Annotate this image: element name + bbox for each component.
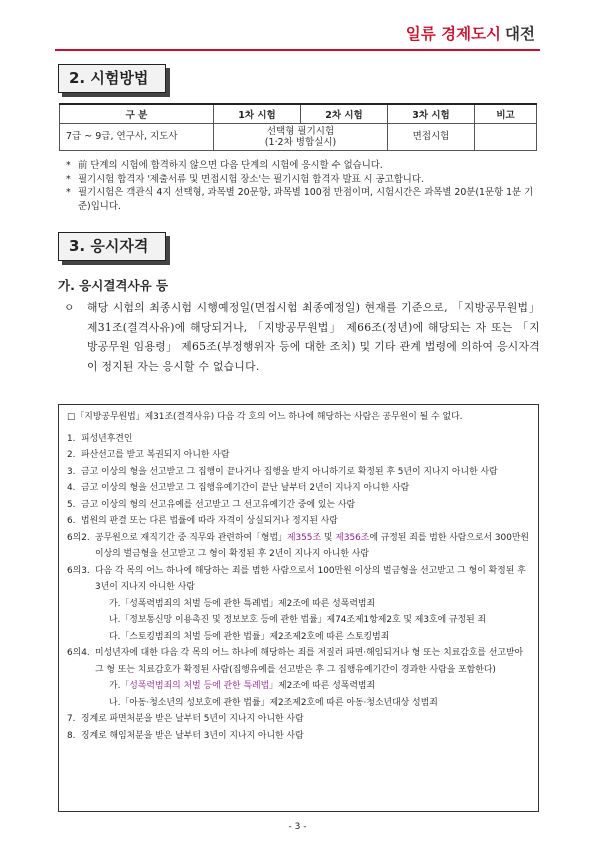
paragraph-text: 해당 시험의 최종시험 시행예정일(면접시험 최종예정일) 현재를 기준으로, 「지방공무원법」 제31조(결격사유)에 해당되거나, 「지방공무원법」 제66조(정년)에 해당되는 자 또는 「지방공무원 임용령」 제65조(부정행위자 등에 대한 조치) 및 기타 관계 법령에 의하여 응시자격이 정지된 자는 응시할 수 없습니다. — [87, 301, 540, 373]
exam-notes — [66, 159, 538, 213]
sub-item: 나.「아동·청소년의 성보호에 관한 법률」제2조제2호에 따른 아동·청소년대상 성범죄 — [109, 697, 438, 708]
subheading-disqualification: 가. 응시결격사유 등 — [58, 278, 169, 293]
list-item-6-3: 6의3. 다음 각 목의 어느 하나에 해당하는 죄를 범한 사람으로서 100만원 이상의 벌금형을 선고받고 그 형이 확정된 후 3년이 지나지 아니한 사람 — [67, 565, 526, 592]
law-ref-356: 제356조 — [335, 532, 370, 543]
section-title-eligibility: 3. 응시자격 — [58, 232, 166, 261]
header-first: 1차 시험 — [214, 104, 301, 123]
sub-item: 나.「정보통신망 이용촉진 및 정보보호 등에 관한 법률」제74조제1항제2호 및 제3호에 규정된 죄 — [109, 615, 487, 625]
table-row — [60, 123, 537, 150]
header-category: 구 분 — [60, 104, 214, 123]
list-item-6-2: 6의2. 공무원으로 재직기간 중 직무와 관련하여「형법」제355조 및 제356조에 규정된 죄를 범한 사람으로서 300만원 이상의 벌금형을 선고받고 그 형이 확정된 후 2년이 지나지 아니한 사람 — [67, 532, 529, 559]
note-item: * 필기시험 합격자 '제출서류 및 면접시험 장소'는 필기시험 합격자 발표 시 공고합니다. — [66, 173, 424, 185]
list-item-6-4: 6의4. 미성년자에 대한 다음 각 목의 어느 하나에 해당하는 죄를 저질러 파면·해임되거나 형 또는 치료감호를 선고받아 그 형 또는 치료감호가 확정된 사람(집행유예를 선고받은 후 그 집행유예기간이 경과한 사람을 포함한다) — [67, 648, 524, 675]
cell-written-exam — [214, 123, 388, 150]
cell-remark — [475, 123, 537, 150]
law-ref-sexual-crime-act: 「성폭력범죄의 처벌 등에 관한 특례법」 — [120, 681, 279, 691]
note-item: * 필기시험은 객관식 4지 선택형, 과목별 20문항, 과목별 100점 만점이며, 시험시간은 과목별 20분(1문항 1분 기준)입니다. — [66, 187, 534, 212]
header-third: 3차 시험 — [388, 104, 475, 123]
list-item: 4. 금고 이상의 형을 선고받고 그 집행유예기간이 끝난 날부터 2년이 지나지 아니한 사람 — [67, 483, 410, 493]
law-ref-355: 제355조 — [286, 532, 322, 543]
exam-table — [59, 103, 537, 151]
section-title-exam-method: 2. 시험방법 — [58, 64, 166, 93]
written-line1: 선택형 필기시험 — [266, 125, 335, 137]
list-item: 8. 징계로 해임처분을 받은 날부터 3년이 지나지 아니한 사람 — [67, 730, 304, 741]
law-excerpt-box — [58, 404, 539, 812]
written-line2: (1·2차 병합실시) — [264, 136, 337, 148]
list-item: 2. 파산선고를 받고 복권되지 아니한 사람 — [67, 450, 230, 460]
sub-item: 다.「스토킹범죄의 처벌 등에 관한 법률」제2조제2호에 따른 스토킹범죄 — [109, 631, 390, 642]
header-rule — [55, 49, 540, 51]
sub-item: 가.「성폭력범죄의 처벌 등에 관한 특례법」제2조에 따른 성폭력범죄 — [109, 598, 376, 609]
header-brand — [406, 22, 535, 44]
list-item: 3. 금고 이상의 형을 선고받고 그 집행이 끝나거나 집행을 받지 아니하기로 확정된 후 5년이 지나지 아니한 사람 — [67, 466, 498, 477]
list-item: 6. 법원의 판결 또는 다른 법률에 따라 자격이 상실되거나 정지된 사람 — [67, 516, 338, 526]
cell-category: 7급 ~ 9급, 연구사, 지도사 — [60, 123, 214, 150]
table-header-row — [60, 104, 537, 123]
brand-city: 대전 — [505, 25, 535, 43]
page-number: - 3 - — [288, 822, 307, 832]
sub-item: 가.「성폭력범죄의 처벌 등에 관한 특례법」제2조에 따른 성폭력범죄 — [109, 681, 376, 691]
header-second: 2차 시험 — [301, 104, 388, 123]
note-item: * 前 단계의 시험에 합격하지 않으면 다음 단계의 시험에 응시할 수 없습니다. — [66, 160, 383, 171]
header-remark: 비고 — [475, 104, 537, 123]
list-item: 5. 금고 이상의 형의 선고유예를 선고받고 그 선고유예기간 중에 있는 사람 — [67, 499, 356, 510]
list-item: 7. 징계로 파면처분을 받은 날부터 5년이 지나지 아니한 사람 — [67, 714, 304, 724]
brand-slogan: 일류 경제도시 — [405, 25, 502, 43]
bullet-mark: ㅇ — [64, 301, 75, 314]
list-item: 1. 피성년후견인 — [67, 433, 133, 444]
box-title: □「지방공무원법」제31조(결격사유) 다음 각 호의 어느 하나에 해당하는 사람은 공무원이 될 수 없다. — [67, 412, 463, 422]
eligibility-paragraph — [64, 298, 540, 376]
cell-interview: 면접시험 — [388, 123, 475, 150]
